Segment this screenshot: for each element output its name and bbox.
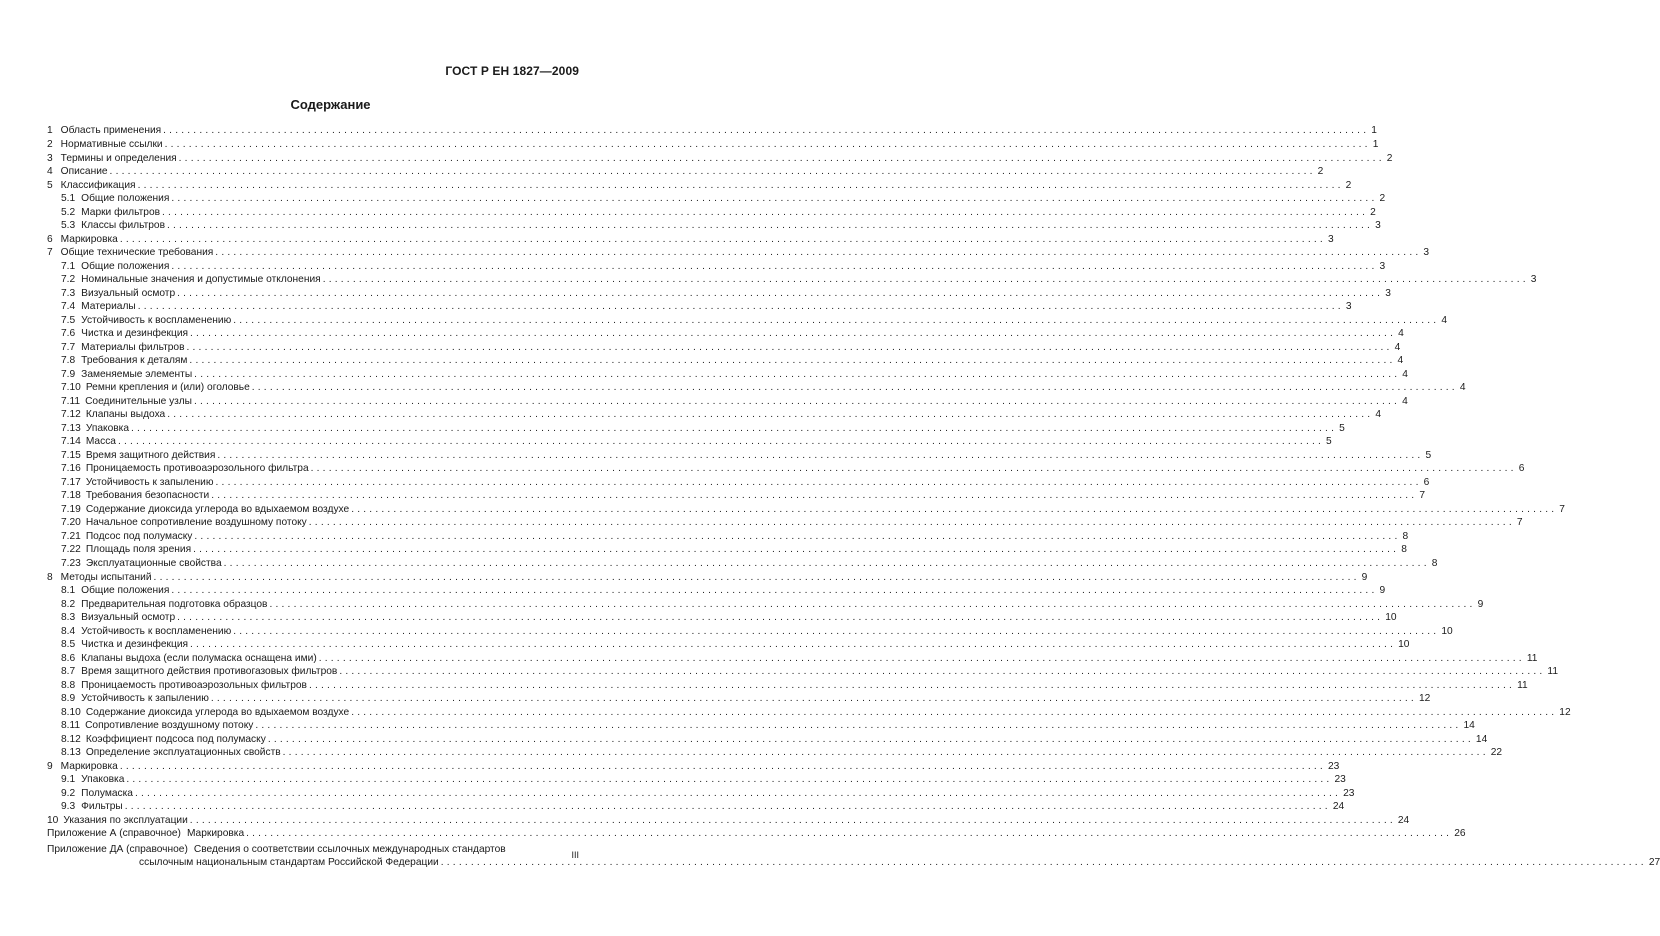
toc-entry-label: Визуальный осмотр <box>81 287 176 299</box>
toc-entry-number: 7.8 <box>61 355 76 367</box>
toc-entry-label: Устойчивость к воспламенению <box>81 625 232 637</box>
toc-entry-page: 8 <box>1431 557 1438 569</box>
toc-dot-leader: ........................................................................................................................................................................................................ <box>267 733 1474 745</box>
toc-dot-leader: ........................................................................................................................................................................................................ <box>217 449 1424 461</box>
toc-entry[interactable] <box>47 462 1525 476</box>
toc-entry[interactable] <box>47 611 1397 625</box>
toc-dot-leader: ........................................................................................................................................................................................................ <box>440 857 1647 869</box>
toc-entry-number: 7.7 <box>61 341 76 353</box>
toc-entry-label: Клапаны выдоха <box>85 409 166 421</box>
toc-entry-page: 3 <box>1379 260 1386 272</box>
toc-entry-label: Общие положения <box>81 585 170 597</box>
toc-dot-leader: ........................................................................................................................................................................................................ <box>126 774 1333 786</box>
toc-entry-number: 7.2 <box>61 274 76 286</box>
toc-entry[interactable] <box>47 408 1381 422</box>
toc-entry-label: Общие положения <box>81 260 170 272</box>
toc-entry-number: 2 <box>47 139 53 150</box>
toc-entry-page: 7 <box>1419 490 1425 502</box>
toc-entry-label: Визуальный осмотр <box>81 612 176 624</box>
toc-entry-label: Коэффициент подсоса под полумаску <box>85 733 266 745</box>
toc-entry-label: Ремни крепления и (или) оголовье <box>85 382 250 394</box>
toc-entry-page: 4 <box>1402 395 1408 407</box>
toc-dot-leader: ........................................................................................................................................................................................................ <box>177 287 1384 299</box>
toc-entry-label: Маркировка <box>60 760 118 772</box>
toc-entry[interactable] <box>47 152 1393 166</box>
toc-entry-number: 8.5 <box>61 639 76 651</box>
toc-entry-page: 9 <box>1379 585 1386 597</box>
toc-entry-page: 3 <box>1345 301 1352 313</box>
toc-entry-label: Упаковка <box>81 774 125 786</box>
toc-entry-number: 8.11 <box>61 720 81 732</box>
toc-entry-page: 24 <box>1332 801 1345 813</box>
toc-entry-page: 4 <box>1459 382 1466 394</box>
toc-entry[interactable] <box>47 814 1410 828</box>
toc-entry-label: Термины и определения <box>60 152 177 164</box>
toc-entry-label: Материалы <box>81 301 136 313</box>
toc-entry[interactable] <box>47 327 1404 341</box>
toc-entry-number: 9.2 <box>61 787 76 799</box>
toc-entry[interactable] <box>47 449 1432 463</box>
toc-entry-label: Область применения <box>60 125 162 137</box>
toc-entry-label: Полумаска <box>81 787 133 799</box>
toc-entry-number: Приложение ДА (справочное) <box>47 843 188 855</box>
toc-dot-leader: ........................................................................................................................................................................................................ <box>308 517 1515 529</box>
toc-entry[interactable] <box>47 354 1404 368</box>
toc-entry-number: 7.20 <box>61 517 81 529</box>
toc-entry[interactable] <box>47 422 1345 436</box>
toc-entry[interactable] <box>47 179 1352 193</box>
toc-entry-number: 8 <box>47 571 53 583</box>
toc-entry-label: Упаковка <box>85 422 130 434</box>
toc-entry-page: 10 <box>1398 639 1410 651</box>
toc-entry-label: Масса <box>85 436 116 448</box>
toc-entry-label: Проницаемость противоаэрозольных фильтров <box>81 679 307 691</box>
toc-dot-leader: ........................................................................................................................................................................................................ <box>233 625 1440 637</box>
toc-entry[interactable] <box>47 760 1340 774</box>
toc-entry-number: 8.10 <box>61 706 81 718</box>
toc-entry-page: 6 <box>1518 463 1525 475</box>
toc-entry-number: 4 <box>47 166 53 178</box>
toc-entry-number: 3 <box>47 152 53 164</box>
toc-entry-number: 7.19 <box>61 503 81 515</box>
toc-entry-page: 5 <box>1339 422 1345 434</box>
toc-entry-label: Устойчивость к запылению <box>81 693 209 705</box>
toc-entry-number: 7.17 <box>61 476 81 488</box>
toc-entry[interactable] <box>47 679 1528 693</box>
toc-entry[interactable] <box>47 557 1438 571</box>
toc-entry-label: Площадь поля зрения <box>85 544 192 556</box>
toc-entry[interactable] <box>47 435 1332 449</box>
toc-dot-leader: ........................................................................................................................................................................................................ <box>339 666 1546 678</box>
toc-entry-number: 7.23 <box>61 557 81 569</box>
toc-entry-number: 7.14 <box>61 436 81 448</box>
toc-entry-label: Клапаны выдоха (если полумаска оснащена ими) <box>81 652 317 664</box>
toc-entry-label: Маркировка <box>186 828 245 840</box>
toc-entry[interactable] <box>47 746 1503 760</box>
toc-entry[interactable] <box>47 773 1346 787</box>
toc-dot-leader: ........................................................................................................................................................................................................ <box>211 490 1418 502</box>
toc-dot-leader: ........................................................................................................................................................................................................ <box>137 179 1344 191</box>
page-number: III <box>571 850 579 860</box>
toc-entry-number: 5.2 <box>61 206 76 218</box>
toc-entry-page: 23 <box>1343 787 1355 799</box>
toc-entry[interactable] <box>47 395 1408 409</box>
toc-entry-number: 7.16 <box>61 463 81 475</box>
toc-entry[interactable] <box>47 652 1538 666</box>
toc-entry-page: 3 <box>1530 274 1537 286</box>
toc-entry-number: 9 <box>47 760 53 772</box>
toc-dot-leader: ........................................................................................................................................................................................................ <box>215 476 1422 488</box>
toc-entry-label: Предварительная подготовка образцов <box>81 598 268 610</box>
toc-entry[interactable] <box>47 219 1381 233</box>
toc-entry-number: 8.4 <box>61 625 76 637</box>
toc-dot-leader: ........................................................................................................................................................................................................ <box>124 801 1331 813</box>
toc-entry-number: 7.3 <box>61 287 76 299</box>
toc-entry[interactable] <box>47 638 1410 652</box>
toc-entry-page: 3 <box>1385 287 1391 299</box>
toc-entry-number: 6 <box>47 233 53 245</box>
toc-entry-number: 7.18 <box>61 490 81 502</box>
toc-entry-label: Чистка и дезинфекция <box>81 328 189 340</box>
toc-entry[interactable] <box>47 138 1379 152</box>
toc-dot-leader: ........................................................................................................................................................................................................ <box>164 139 1371 150</box>
toc-dot-leader: ........................................................................................................................................................................................................ <box>171 193 1378 205</box>
toc-entry-label: Соединительные узлы <box>85 395 192 407</box>
toc-entry[interactable] <box>47 314 1447 328</box>
toc-dot-leader: ........................................................................................................................................................................................................ <box>119 233 1326 245</box>
toc-entry-page: 4 <box>1402 368 1408 380</box>
toc-entry[interactable] <box>47 287 1391 301</box>
toc-entry[interactable] <box>47 692 1431 706</box>
toc-entry-label: Требования к деталям <box>81 355 188 367</box>
toc-entry-number: 7.11 <box>61 395 81 407</box>
toc-entry-number: 7.1 <box>61 260 76 272</box>
toc-entry[interactable] <box>47 584 1386 598</box>
toc-entry-page: 7 <box>1516 517 1523 529</box>
toc-dot-leader: ........................................................................................................................................................................................................ <box>322 274 1529 286</box>
toc-entry[interactable] <box>47 530 1409 544</box>
toc-entry-label: Содержание диоксида углерода во вдыхаемом воздухе <box>85 706 350 718</box>
toc-entry-number: 10 <box>47 814 59 826</box>
toc-entry-page: 2 <box>1386 152 1393 164</box>
toc-entry-number: 8.6 <box>61 652 76 664</box>
toc-dot-leader: ........................................................................................................................................................................................................ <box>134 787 1342 799</box>
toc-dot-leader: ........................................................................................................................................................................................................ <box>189 355 1396 367</box>
toc-entry-number: 7.5 <box>61 314 76 326</box>
toc-entry-number: Приложение А (справочное) <box>47 828 181 840</box>
toc-entry-page: 9 <box>1477 598 1484 610</box>
toc-entry-page: 3 <box>1423 247 1430 259</box>
toc-entry-label: Маркировка <box>60 233 118 245</box>
toc-entry-label: Устойчивость к запылению <box>85 476 214 488</box>
toc-dot-leader: ........................................................................................................................................................................................................ <box>351 503 1558 515</box>
toc-dot-leader: ........................................................................................................................................................................................................ <box>167 409 1374 421</box>
toc-dot-leader: ........................................................................................................................................................................................................ <box>163 125 1370 137</box>
toc-entry[interactable] <box>47 165 1324 179</box>
toc-entry[interactable] <box>47 706 1571 720</box>
toc-entry-page: 3 <box>1375 220 1381 232</box>
toc-entry-page: 6 <box>1423 476 1430 488</box>
toc-entry[interactable] <box>47 800 1345 814</box>
toc-dot-leader: ........................................................................................................................................................................................................ <box>109 166 1316 178</box>
toc-entry-label: Требования безопасности <box>85 490 210 502</box>
toc-entry-page: 1 <box>1371 125 1377 137</box>
toc-entry-label: Эксплуатационные свойства <box>85 557 222 569</box>
toc-entry-page: 12 <box>1418 693 1431 705</box>
toc-entry-page: 22 <box>1490 747 1503 759</box>
toc-entry-page: 8 <box>1402 530 1409 542</box>
toc-entry-number: 7.12 <box>61 409 81 421</box>
toc-entry-number: 8.8 <box>61 679 76 691</box>
toc-entry-page: 10 <box>1441 625 1453 637</box>
toc-entry[interactable] <box>47 260 1386 274</box>
toc-dot-leader: ........................................................................................................................................................................................................ <box>318 652 1525 664</box>
toc-entry[interactable] <box>47 787 1355 801</box>
toc-entry-number: 7.22 <box>61 544 81 556</box>
toc-entry-page: 1 <box>1372 139 1379 150</box>
toc-dot-leader: ........................................................................................................................................................................................................ <box>190 639 1397 651</box>
toc-entry-page: 10 <box>1385 612 1397 624</box>
toc-entry-page: 14 <box>1463 720 1475 732</box>
toc-entry-page: 4 <box>1441 314 1447 326</box>
toc-entry-page: 9 <box>1361 571 1368 583</box>
toc-dot-leader: ........................................................................................................................................................................................................ <box>210 693 1417 705</box>
toc-entry-page: 11 <box>1526 652 1538 664</box>
toc-entry-label-continued: ссылочным национальным стандартам Российской Федерации <box>139 857 439 869</box>
toc-entry-page: 5 <box>1326 436 1332 448</box>
toc-dot-leader: ........................................................................................................................................................................................................ <box>153 571 1360 583</box>
toc-dot-leader: ........................................................................................................................................................................................................ <box>131 422 1338 434</box>
toc-entry-page: 4 <box>1394 341 1401 353</box>
toc-entry[interactable] <box>47 381 1466 395</box>
toc-dot-leader: ........................................................................................................................................................................................................ <box>310 463 1517 475</box>
toc-entry-page: 3 <box>1327 233 1334 245</box>
toc-entry[interactable] <box>47 368 1408 382</box>
toc-entry-number: 5 <box>47 179 53 191</box>
toc-entry-label: Нормативные ссылки <box>60 139 163 150</box>
toc-dot-leader: ........................................................................................................................................................................................................ <box>233 314 1440 326</box>
toc-entry-number: 7.13 <box>61 422 81 434</box>
toc-dot-leader: ........................................................................................................................................................................................................ <box>223 557 1430 569</box>
toc-entry-page: 2 <box>1370 206 1376 218</box>
toc-dot-leader: ........................................................................................................................................................................................................ <box>194 530 1401 542</box>
toc-dot-leader: ........................................................................................................................................................................................................ <box>117 436 1325 448</box>
toc-entry-number: 9.3 <box>61 801 76 813</box>
toc-entry-page: 26 <box>1454 828 1466 840</box>
toc-entry-number: 8.12 <box>61 733 81 745</box>
toc-entry-label: Фильтры <box>81 801 123 813</box>
toc-dot-leader: ........................................................................................................................................................................................................ <box>177 612 1384 624</box>
toc-entry-number: 8.13 <box>61 747 81 759</box>
toc-entry[interactable] <box>47 571 1368 585</box>
toc-dot-leader: ........................................................................................................................................................................................................ <box>178 152 1385 164</box>
toc-dot-leader: ........................................................................................................................................................................................................ <box>119 760 1326 772</box>
toc-entry-label: Проницаемость противоаэрозольного фильтра <box>85 463 309 475</box>
toc-entry[interactable] <box>47 489 1425 503</box>
toc-entry-number: 8.7 <box>61 666 76 678</box>
toc-dot-leader: ........................................................................................................................................................................................................ <box>194 395 1401 407</box>
toc-dot-leader: ........................................................................................................................................................................................................ <box>194 368 1401 380</box>
toc-dot-leader: ........................................................................................................................................................................................................ <box>162 206 1369 218</box>
toc-entry-label: Сопротивление воздушному потоку <box>85 720 254 732</box>
toc-entry-number: 5.1 <box>61 193 76 205</box>
toc-dot-leader: ........................................................................................................................................................................................................ <box>269 598 1476 610</box>
toc-dot-leader: ........................................................................................................................................................................................................ <box>189 814 1396 826</box>
toc-entry-page: 5 <box>1425 449 1432 461</box>
toc-entry-page: 23 <box>1327 760 1340 772</box>
toc-entry-label: Заменяемые элементы <box>81 368 193 380</box>
toc-entry-label: Содержание диоксида углерода во вдыхаемом воздухе <box>85 503 350 515</box>
toc-entry-label: Начальное сопротивление воздушному потоку <box>85 517 307 529</box>
toc-entry[interactable] <box>47 665 1558 679</box>
toc-dot-leader: ........................................................................................................................................................................................................ <box>171 585 1378 597</box>
toc-entry[interactable] <box>47 503 1565 517</box>
toc-entry-page: 23 <box>1334 774 1346 786</box>
toc-entry-number: 8.3 <box>61 612 76 624</box>
toc-entry-page: 2 <box>1379 193 1386 205</box>
toc-entry-number: 8.2 <box>61 598 76 610</box>
toc-dot-leader: ........................................................................................................................................................................................................ <box>215 247 1422 259</box>
toc-entry[interactable] <box>47 598 1484 612</box>
toc-entry-page: 11 <box>1517 679 1528 691</box>
toc-entry[interactable] <box>47 341 1401 355</box>
toc-entry-number: 7.4 <box>61 301 76 313</box>
toc-dot-leader: ........................................................................................................................................................................................................ <box>137 301 1344 313</box>
toc-entry-number: 7.6 <box>61 328 76 340</box>
toc-entry-label: Общие положения <box>81 193 170 205</box>
toc-entry[interactable] <box>47 192 1386 206</box>
toc-entry-label: Методы испытаний <box>60 571 152 583</box>
toc-entry-page: 14 <box>1475 733 1488 745</box>
toc-dot-leader: ........................................................................................................................................................................................................ <box>351 706 1558 718</box>
toc-entry-label: Марки фильтров <box>81 206 161 218</box>
toc-dot-leader: ........................................................................................................................................................................................................ <box>246 828 1453 840</box>
toc-entry-page: 7 <box>1559 503 1565 515</box>
toc-dot-leader: ........................................................................................................................................................................................................ <box>193 544 1400 556</box>
toc-dot-leader: ........................................................................................................................................................................................................ <box>190 328 1397 340</box>
toc-entry-label: Время защитного действия противогазовых фильтров <box>81 666 338 678</box>
toc-entry-label: Описание <box>60 166 108 178</box>
toc-entry[interactable] <box>47 125 1377 139</box>
toc-entry-label: Классы фильтров <box>81 220 165 232</box>
toc-entry-label: Устойчивость к воспламенению <box>81 314 232 326</box>
toc-entry-label: Сведения о соответствии ссылочных международных стандартов <box>193 843 506 855</box>
toc-entry[interactable] <box>47 516 1523 530</box>
toc-entry[interactable] <box>47 233 1334 247</box>
toc-entry-number: 5.3 <box>61 220 76 232</box>
page-title: Содержание <box>290 97 371 112</box>
table-of-contents <box>47 125 1660 870</box>
toc-entry-page: 4 <box>1375 409 1381 421</box>
toc-dot-leader: ........................................................................................................................................................................................................ <box>282 747 1489 759</box>
toc-entry[interactable] <box>47 300 1352 314</box>
toc-entry-label: Классификация <box>60 179 136 191</box>
toc-entry[interactable] <box>47 476 1430 490</box>
toc-entry-number: 7.15 <box>61 449 81 461</box>
toc-entry-number: 7.21 <box>61 530 81 542</box>
toc-entry-page: 2 <box>1345 179 1352 191</box>
toc-entry-label: Номинальные значения и допустимые отклонения <box>81 274 321 286</box>
toc-entry-label: Определение эксплуатационных свойств <box>85 747 281 759</box>
toc-entry[interactable] <box>47 246 1430 260</box>
toc-entry-page: 11 <box>1547 666 1558 678</box>
toc-entry-number: 8.1 <box>61 585 76 597</box>
toc-dot-leader: ........................................................................................................................................................................................................ <box>186 341 1393 353</box>
toc-entry-label: Указания по эксплуатации <box>63 814 188 826</box>
toc-entry-page: 2 <box>1317 166 1324 178</box>
toc-dot-leader: ........................................................................................................................................................................................................ <box>308 679 1516 691</box>
toc-entry-number: 7.10 <box>61 382 81 394</box>
toc-entry-page: 12 <box>1559 706 1571 718</box>
toc-entry-page: 4 <box>1398 328 1404 340</box>
toc-entry[interactable] <box>47 827 1466 841</box>
toc-entry-page: 27 <box>1648 857 1660 869</box>
toc-dot-leader: ........................................................................................................................................................................................................ <box>167 220 1374 232</box>
toc-entry-page: 4 <box>1397 355 1404 367</box>
toc-entry-label: Подсос под полумаску <box>85 530 193 542</box>
toc-entry[interactable] <box>47 625 1453 639</box>
toc-dot-leader: ........................................................................................................................................................................................................ <box>255 720 1462 732</box>
toc-entry-number: 1 <box>47 125 53 137</box>
toc-entry[interactable] <box>47 733 1488 747</box>
toc-entry[interactable] <box>47 273 1537 287</box>
toc-entry[interactable] <box>47 206 1376 220</box>
toc-entry-number: 7.9 <box>61 368 76 380</box>
toc-entry[interactable] <box>47 719 1475 733</box>
toc-dot-leader: ........................................................................................................................................................................................................ <box>251 382 1458 394</box>
toc-entry-label: Материалы фильтров <box>81 341 185 353</box>
toc-entry-page: 24 <box>1397 814 1410 826</box>
toc-entry-number: 9.1 <box>61 774 76 786</box>
toc-entry-page: 8 <box>1401 544 1407 556</box>
toc-entry-number: 8.9 <box>61 693 76 705</box>
toc-entry[interactable] <box>47 543 1407 557</box>
toc-entry-number: 7 <box>47 247 53 259</box>
toc-entry-label: Чистка и дезинфекция <box>81 639 189 651</box>
toc-entry-label: Время защитного действия <box>85 449 216 461</box>
toc-entry-appendix-da[interactable] <box>47 843 1660 870</box>
toc-dot-leader: ........................................................................................................................................................................................................ <box>171 260 1378 272</box>
document-id: ГОСТ Р ЕН 1827—2009 <box>445 64 579 78</box>
toc-entry-label: Общие технические требования <box>60 247 214 259</box>
